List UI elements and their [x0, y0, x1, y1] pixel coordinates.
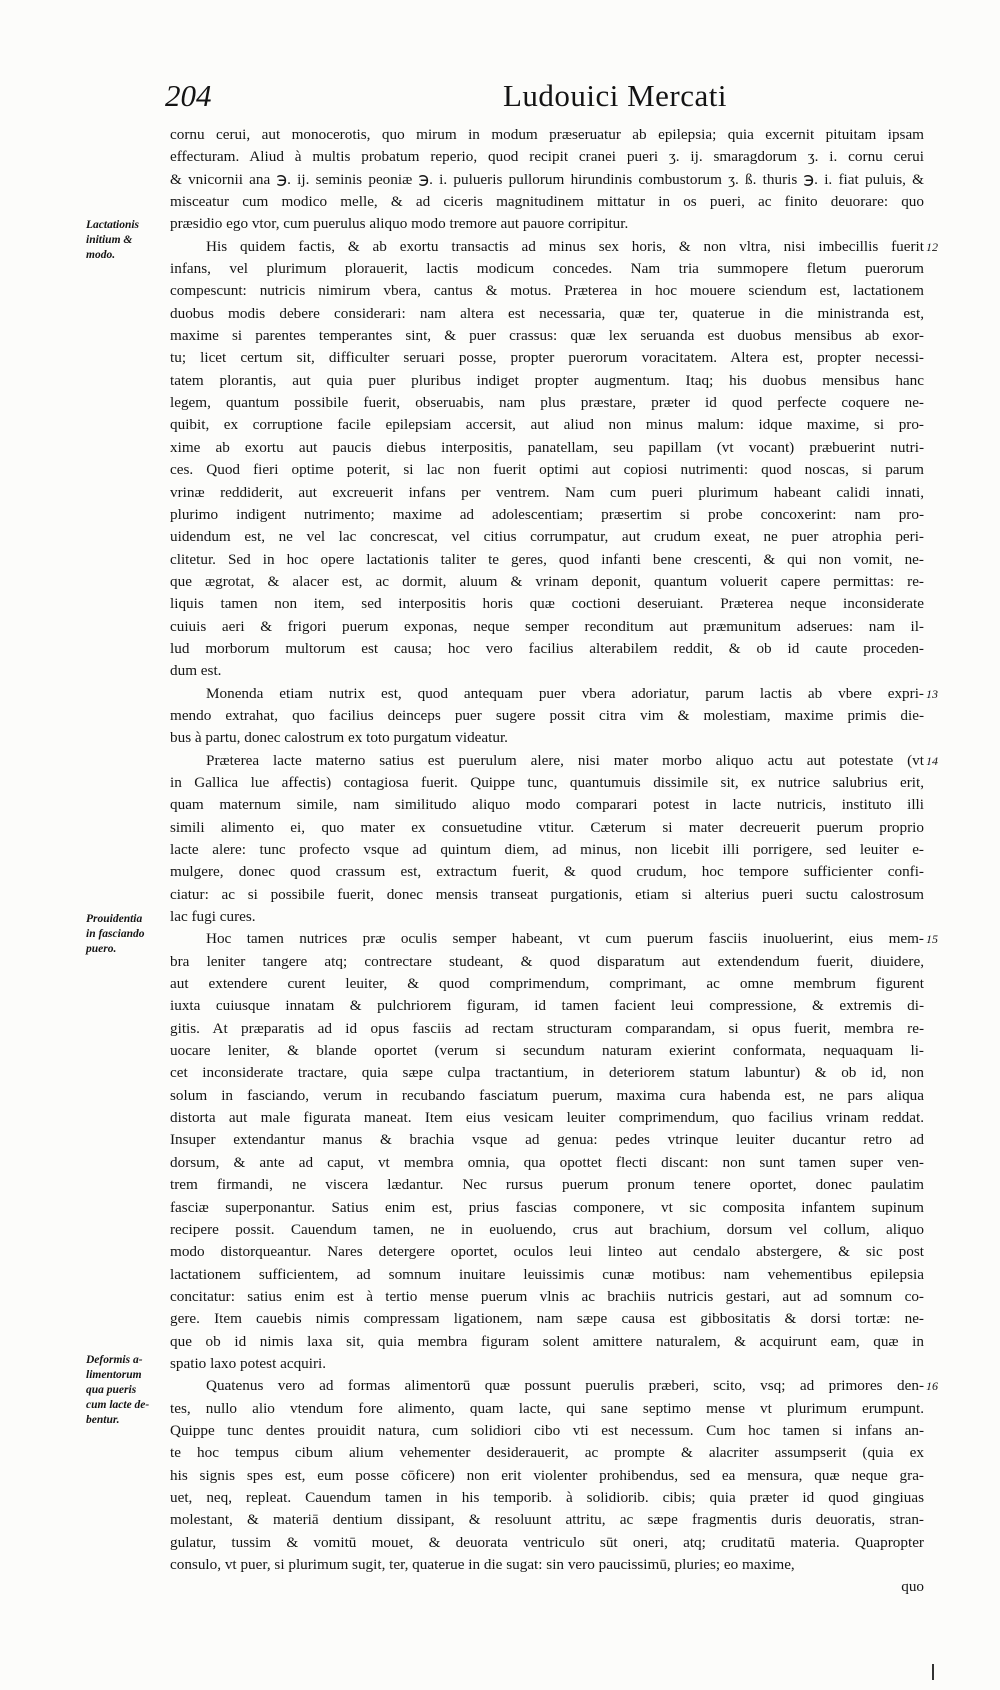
text-line: recipere possit. Cauendum tamen, ne in euoluendo, crus aut brachium, dorsum vel collum, aliquo [170, 1220, 924, 1238]
paragraph-number: 14 [926, 753, 938, 768]
text-line: simili alimento ei, quo mater ex consuetudine vtitur. Cæterum si mater decreuerit puerum proprio [170, 818, 924, 836]
margin-note-line: in fasciando [86, 928, 145, 940]
text-line: præsidio ego vtor, cum puerulus aliquo modo tremore aut pauore corripitur. [170, 215, 629, 233]
text-line: Insuper extendantur manus & brachia vsque ad genua: pedes vtrinque leuiter ducantur retro ad [170, 1131, 924, 1149]
text-line: uidendum est, ne vel lac concrescat, vel citius corrumpatur, aut crudum exeat, ne puer atrophia peri- [170, 528, 924, 546]
text-line: gulatur, tussim & vomitū mouet, & deuorata ventriculo sūt oneri, atq; cruditatū materia. Quapropter [170, 1533, 924, 1551]
text-line: dum est. [170, 662, 222, 680]
text-line: infans, vel plurimum plorauerit, lactis modicum concedes. Nam tria summopere fletum puerorum [170, 260, 924, 278]
page-number: 204 [165, 78, 212, 113]
paragraph [170, 236, 938, 683]
text-line: tes, nullo alio vtendum fore alimento, quam lacte, qui sane septimo mense vt plurimum erumpunt. [170, 1399, 924, 1417]
text-line: legem, quantum possibile fuerit, obseruabis, nam plus præstare, præter id quod perfecte coquere ne- [170, 394, 924, 412]
text-line: gitis. At præparatis ad id opus fasciis ad rectam structuram comparandam, si opus fuerit, membra re- [170, 1019, 924, 1037]
text-line: concitatur: satius enim est à tertio mense puerum vlnis ac brachiis nutricis gestari, aut ad somnum co- [170, 1287, 924, 1305]
margin-note-line: initium & [86, 234, 133, 246]
text-line: Quippe tunc dentes prouidit natura, cum solidiori cibo vti est necessum. Cum hoc tamen si infans an- [170, 1421, 924, 1439]
text-line: plurimo indigent nutrimento; maxime ad adolescentiam; præsertim si probe concoxerint: nam pro- [170, 505, 924, 523]
text-line: que ob id nimis laxa sit, quia membra figuram solent amittere naturalem, & acquirunt eam, quæ in [170, 1332, 924, 1350]
text-line: distorta aut male figurata maneat. Item eius vesicam leuiter comprimendum, quo facilius vrinam reddat. [170, 1109, 924, 1127]
text-line: cornu cerui, aut monocerotis, quo mirum in modum præseruatur ab epilepsia; quia excernit pituitam ipsam [170, 126, 924, 143]
page-edge-mark [932, 1664, 934, 1680]
text-line: gere. Item cauebis nimis compressam ligationem, nam sæpe causa est gibbositatis & dorsi tortæ: ne- [170, 1310, 924, 1328]
text-line: cuiuis aeri & frigori puerum exponas, neque semper reconditum aut præmunitum adserues: nam il- [170, 617, 924, 635]
text-line: xime ab exortu aut paucis diebus interpositis, panatellam, seu papillam (vt vocant) præbuerint nutri- [170, 438, 924, 456]
text-line: Præterea lacte materno satius est puerulum alere, nisi mater morbo aliquo actu aut potestate (vt [206, 751, 924, 769]
text-line: consulo, vt puer, si plurimum sugit, ter, quaterue in die sugat: sin vero paucissimū, pluries; eo maxime, [170, 1556, 795, 1573]
margin-note-line: limentorum [86, 1369, 142, 1381]
text-line: bra leniter tangere atq; contrectare studeant, & quod disparatum aut extendendum fuerit, diuidere, [170, 952, 924, 970]
body-text [170, 124, 938, 1599]
margin-note-line: Deformis a- [86, 1354, 143, 1366]
margin-note-line: Lactationis [86, 219, 140, 231]
text-line: ciatur: ac si possibile fuerit, donec mensis transeat purgationis, etiam si alterius pueri suctu calostrosum [170, 885, 924, 903]
text-line: Hoc tamen nutrices præ oculis semper habeant, vt cum puerum fasciis inuoluerint, eius mem- [206, 930, 924, 948]
text-line: molestant, & materiā dentium dissipant, & resoluunt attritu, ac sæpe fragmentis duris deuoratis, stran- [170, 1511, 924, 1529]
paragraph [170, 124, 924, 236]
text-line: ces. Quod fieri optime poterit, si lac non fuerit optimi aut copiosi nutrimenti: quod noscas, si parum [170, 461, 924, 479]
text-line: Monenda etiam nutrix est, quod antequam puer vbera adoriatur, parum lactis ab vbere expri- [206, 684, 924, 702]
paragraph-number: 16 [926, 1379, 938, 1394]
text-line: solum in fasciando, verum in recubando fasciatum puerum, maxima cura habenda est, ne pars aliqua [170, 1086, 924, 1104]
text-line: lacte alere: tunc profecto vsque ad quintum diem, ad minus, non licebit illi porrigere, sed leuiter e- [170, 841, 924, 858]
paragraph [170, 1375, 938, 1576]
margin-note-line: bentur. [86, 1414, 120, 1426]
text-line: quibit, ex corruptione facile epilepsiam accersit, aut aliud non minus malum: idque maxime, si pro- [170, 416, 924, 434]
text-line: vrinæ reddiderit, aut excreuerit infans per ventrem. Nam cum pueri plurimum habeant calidi innati, [170, 483, 924, 501]
text-line: te hoc tempus cibum alium vehementer desiderauerit, ac prompte & alacriter assumpserit (quia ex [170, 1444, 924, 1462]
paragraph [170, 928, 938, 1375]
text-line: iuxta cuiusque innatam & pulchriorem figuram, id tamen facient leui compressione, & extremis di- [170, 997, 924, 1015]
text-line: & vnicornii ana ℈. ij. seminis peoniæ ℈. i. pulueris pullorum hirundinis combustorum ʒ. ß. thuris ℈. i. fiat puluis, & [170, 170, 924, 188]
paragraph-number: 13 [926, 686, 938, 701]
text-line: lac fugi cures. [170, 908, 256, 926]
text-line: bus à partu, donec calostrum ex toto purgatum videatur. [170, 729, 508, 747]
text-line: effecturam. Aliud à multis probatum reperio, quod recipit cranei pueri ʒ. ij. smaragdorum ʒ. i. cornu cerui [170, 148, 924, 166]
text-line: liquis tamen non item, sed interpositis horis quæ coctioni deseruiant. Præterea neque inconsiderate [170, 595, 924, 613]
text-line: que ægrotat, & alacer est, ac dormit, aluum & vrinam deponit, quantum voluerit capere permittas: re- [170, 572, 924, 590]
text-line: lactationem sufficientem, ad somnum inuitare leuissimis cunæ motibus: nam vehementibus epilepsia [170, 1265, 924, 1283]
text-line: misceatur cum modico melle, & ad ciceris magnitudinem mittatur in os pueri, ac finito deuorare: quo [170, 193, 924, 211]
text-line: fasciæ superponantur. Satius enim est, prius fascias componere, vt sic composita infantem supinum [170, 1198, 924, 1216]
margin-note-line: Prouidentia [86, 913, 143, 925]
text-line: His quidem factis, & ab exortu transactis ad minus sex horis, & non vltra, nisi imbecillis fuerit [206, 237, 924, 255]
margin-note-line: modo. [86, 249, 116, 261]
catchword: quo [901, 1578, 924, 1596]
margin-note-lactationis [86, 218, 164, 263]
page-header [165, 78, 765, 124]
text-line: mulgere, donec quod crassum est, extractum fuerit, & quod crudum, hoc tempore sufficienter confi- [170, 863, 924, 881]
paragraph-number: 15 [926, 932, 938, 947]
text-line: uet, neq, repleat. Cauendum tamen in his temporib. à solidiorib. cibis; quia præter id quod gingiuas [170, 1488, 924, 1506]
text-line: cet inconsiderate tractare, quia sæpe culpa tractantium, in deteriorem statum labuntur) & ob id, non [170, 1064, 924, 1082]
text-line: trem firmandi, ne viscera lædantur. Nec rursus puerum pronum tenere oportet, donec paulatim [170, 1176, 924, 1194]
text-line: in Gallica lue affectis) contagiosa fuerit. Quippe tunc, quantumuis dissimile sit, ex nutrice salubrius erit, [170, 773, 924, 791]
margin-note-line: cum lacte de- [86, 1399, 150, 1411]
margin-note-line: qua pueris [86, 1384, 137, 1396]
text-line: his signis spes est, eum posse cōficere) non erit violenter prohibendus, sed ea mensura, quæ neque gra- [170, 1466, 924, 1484]
text-line: tatem plorantis, aut quia puer pluribus indiget propter augmentum. Itaq; his duobus mensibus hanc [170, 371, 924, 389]
text-line: modo distorqueantur. Nares detergere oportet, oculos leui linteo aut cendalo abstergere, & sic post [170, 1243, 924, 1261]
text-line: aut extendere curent leuiter, & quod comprimendum, comprimant, ac omne membrum figurent [170, 975, 924, 993]
text-line: tu; licet certum sit, difficulter seruari posse, propter puerorum voracitatem. Altera est, propter necessi- [170, 349, 924, 367]
text-line: lud morborum multorum est causa; hoc vero facilius alterabilem reddit, & ob id caute proceden- [170, 639, 924, 657]
margin-note-line: puero. [86, 943, 117, 955]
text-line: quam maternum simile, nam similitudo aliquo modo comparari potest in lacte nutricis, instituto illi [170, 796, 924, 814]
paragraph [170, 683, 938, 750]
running-title: Ludouici Mercati [502, 78, 727, 113]
paragraph [170, 750, 938, 929]
paragraph-number: 12 [926, 239, 938, 254]
text-line: spatio laxo potest acquiri. [170, 1354, 327, 1372]
text-line: duobus modis debere considerari: nam altera est necessaria, quæ ter, quaterue in die ministranda est, [170, 304, 924, 322]
text-line: clitetur. Sed in hoc opere lactationis taliter te geres, quod infanti bene crescenti, & qui non vomit, ne- [170, 550, 924, 568]
text-line: Quatenus vero ad formas alimentorū quæ possunt puerulis præberi, scito, vsq; ad primores den- [206, 1377, 924, 1395]
margin-note-deformis [86, 1353, 164, 1428]
margin-note-prouidentia [86, 912, 164, 957]
text-line: mendo extrahat, quo facilius deinceps puer sugere possit citra vim & molestiam, maxime primis die- [170, 706, 924, 724]
text-line: compescunt: nutricis nimirum vbera, cantus & motus. Præterea in hoc mouere sciendum est, lactationem [170, 282, 924, 300]
text-line: maxime si parentes temperantes sint, & puer crassus: quæ lex seruanda est duobus mensibus ab exor- [170, 327, 924, 345]
text-line: uocare leniter, & blande oportet (verum si secundum naturam exierint conformata, nequaquam li- [170, 1042, 924, 1060]
text-line: dorsum, & ante ad caput, vt membra omnia, qua opottet flecti discant: non sunt tamen super ven- [170, 1153, 924, 1171]
